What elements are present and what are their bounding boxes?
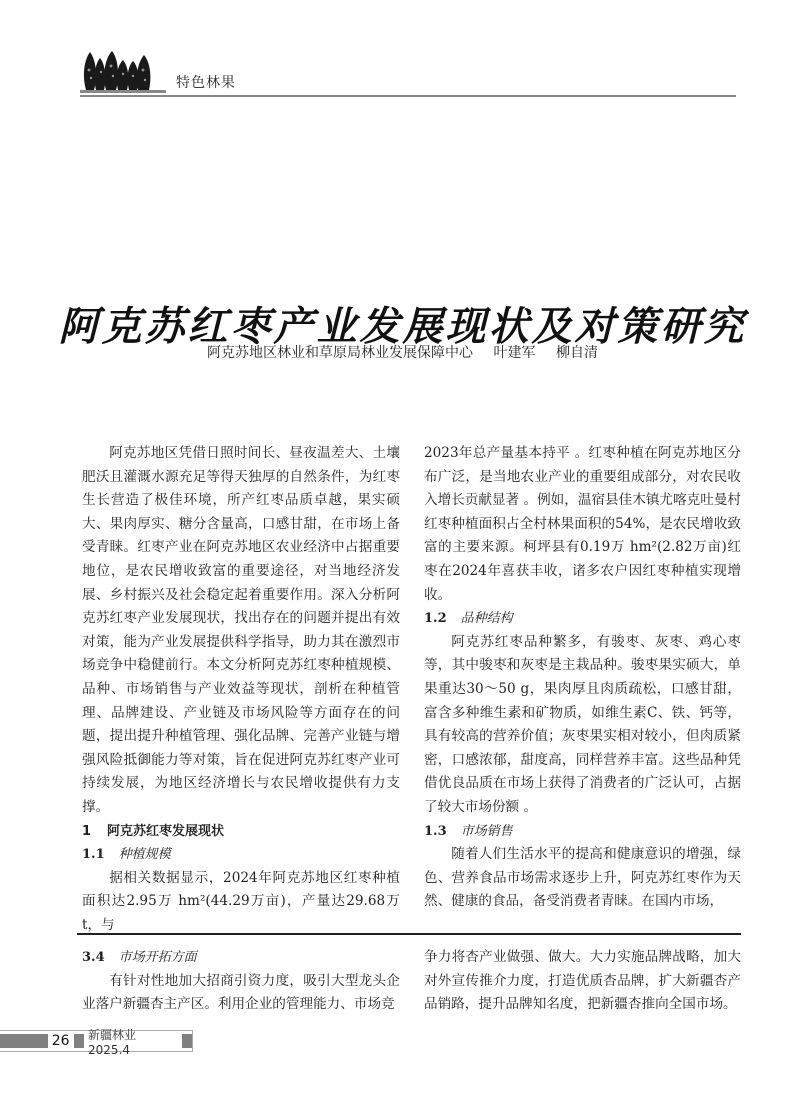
header-divider xyxy=(80,95,736,97)
page-header xyxy=(80,46,736,96)
page-number: 26 xyxy=(51,1033,70,1049)
paragraph-1-1: 据相关数据显示，2024年阿克苏地区红枣种植面积达2.95万 hm²(44.29万亩)，产量达29.68万 t，与 xyxy=(82,869,400,933)
subsection-number: 3.4 xyxy=(82,950,105,965)
subsection-heading-1-3 xyxy=(424,820,741,844)
paragraph-1-1-continued: 2023年总产量基本持平 。红枣种植在阿克苏地区分布广泛，是当地农业产业的重要组成部分，对农民收入增长贡献显著 。例如，温宿县佳木镇尤喀克吐曼村红枣种植面积占全村林果面积的54%，是农民增收致富的主要来源。柯坪县有0.19万 hm²(2.82万亩)红枣在2024年喜获丰收，诸多农户因红枣种植实现增收。 xyxy=(424,445,741,603)
paragraph-3-4: 有针对性地加大招商引资力度，吸引大型龙头企业落户新疆杏主产区。利用企业的管理能力、市场竞 xyxy=(82,972,400,1013)
section-heading-1 xyxy=(82,820,400,844)
subsection-heading-3-4 xyxy=(82,946,400,970)
section-number: 1 xyxy=(82,823,92,839)
footer-square-decoration xyxy=(182,1034,193,1048)
intro-paragraph: 阿克苏地区凭借日照时间长、昼夜温差大、土壤肥沃且灌溉水源充足等得天独厚的自然条件，为红枣生长营造了极佳环境，所产红枣品质卓越，果实硕大、果肉厚实、糖分含量高，口感甘甜，在市场上备受青睐。红枣产业在阿克苏地区农业经济中占据重要地位，是农民增收致富的重要途径，对当地经济发展、乡村振兴及社会稳定起着重要作用。深入分析阿克苏红枣产业发展现状，找出存在的问题并提出有效对策，能为产业发展提供科学指导，助力其在激烈市场竞争中稳健前行。本文分析阿克苏红枣种植规模、品种、市场销售与产业效益等现状，剖析在种植管理、品牌建设、产业链及市场风险等方面存在的问题，提出提升种植管理、强化品牌、完善产业链与增强风险抵御能力等对策，旨在促进阿克苏红枣产业可持续发展，为地区经济增长与农民增收提供有力支撑。 xyxy=(82,445,400,815)
footer-square-decoration xyxy=(74,1034,85,1048)
paragraph-3-4-continued: 争力将杏产业做强、做大。大力实施品牌战略，加大对外宣传推介力度，打造优质杏品牌，扩大新疆杏产品销路，提升品牌知名度，把新疆杏推向全国市场。 xyxy=(424,949,741,1013)
subsection-heading-1-1 xyxy=(82,843,400,867)
subsection-heading-1-2 xyxy=(424,607,741,631)
author-name: 叶建军 xyxy=(493,345,536,361)
affiliation: 阿克苏地区林业和草原局林业发展保障中心 xyxy=(207,345,474,361)
subsection-title: 种植规模 xyxy=(118,847,171,863)
journal-issue: 新疆林业 2025.4 xyxy=(88,1027,137,1057)
subsection-title: 品种结构 xyxy=(460,611,513,627)
paragraph-1-3: 随着人们生活水平的提高和健康意识的增强，绿色、营养食品市场需求逐步上升，阿克苏红枣作为天然、健康的食品，备受消费者青睐。在国内市场， xyxy=(424,846,741,910)
section-category-label: 特色林果 xyxy=(176,75,236,91)
article-title: 阿克苏红枣产业发展现状及对策研究 xyxy=(58,302,747,350)
subsection-title: 市场销售 xyxy=(460,823,513,839)
section-title: 阿克苏红枣发展现状 xyxy=(107,823,225,839)
page-footer xyxy=(0,1027,193,1057)
subsection-title: 市场开拓方面 xyxy=(118,950,197,965)
subsection-number: 1.3 xyxy=(424,823,447,839)
footer-bar-decoration xyxy=(0,1034,48,1048)
author-name: 柳自清 xyxy=(555,345,598,361)
right-column xyxy=(424,442,741,914)
left-column xyxy=(82,442,400,937)
trees-logo-icon xyxy=(80,46,166,94)
author-line xyxy=(0,342,805,362)
subsection-number: 1.1 xyxy=(82,847,105,863)
continuation-divider xyxy=(77,933,741,935)
bottom-right-column xyxy=(424,946,741,1017)
paragraph-1-2: 阿克苏红枣品种繁多，有骏枣、灰枣、鸡心枣等，其中骏枣和灰枣是主栽品种。骏枣果实硕大，单果重达30～50 g，果肉厚且肉质疏松，口感甘甜，富含多种维生素和矿物质，如维生素C、铁、钙等，具有较高的营养价值；灰枣果实相对较小，但肉质紧密，口感浓郁，甜度高，同样营养丰富。这些品种凭借优良品质在市场上获得了消费者的广泛认可，占据了较大市场份额 。 xyxy=(424,633,741,815)
subsection-number: 1.2 xyxy=(424,611,447,627)
bottom-left-column xyxy=(82,946,400,1017)
